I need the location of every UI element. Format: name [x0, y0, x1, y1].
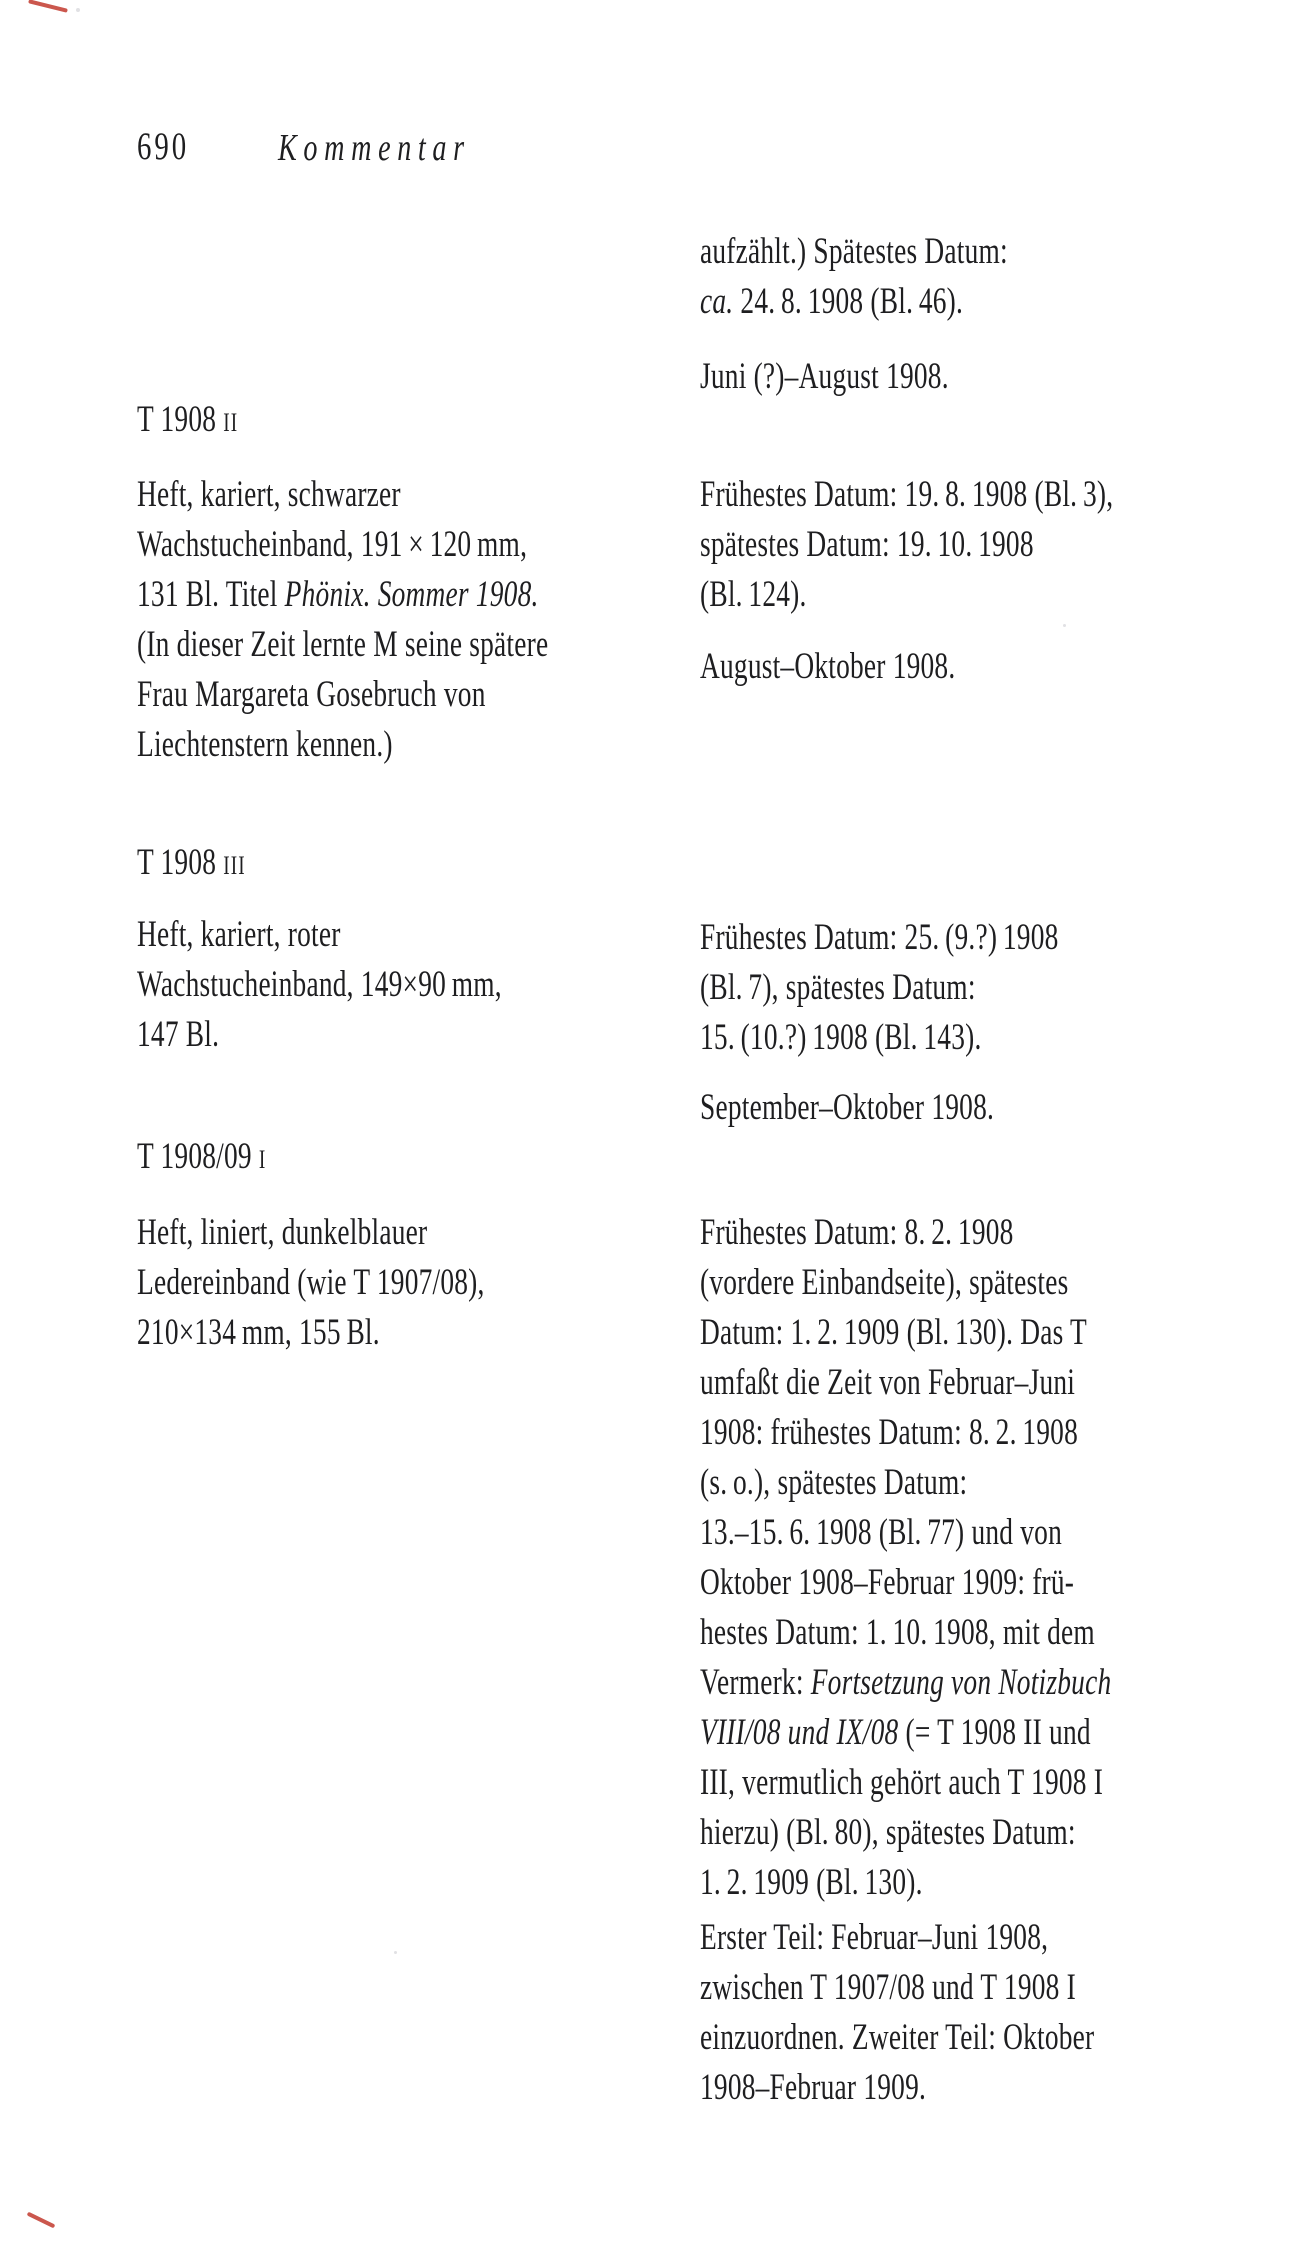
- text-line: zwischen T 1907/08 und T 1908 I: [700, 1967, 1077, 2008]
- text-line: umfaßt die Zeit von Februar–Juni: [700, 1362, 1076, 1403]
- text-line: Datum: 1. 2. 1909 (Bl. 130). Das T: [700, 1312, 1088, 1353]
- text-line: Liechtenstern kennen.): [137, 724, 393, 765]
- text-line: Erster Teil: Februar–Juni 1908,: [700, 1917, 1049, 1958]
- dating-note: [700, 470, 1113, 620]
- text-line: (Bl. 124).: [700, 574, 807, 615]
- text-line: August–Oktober 1908.: [700, 646, 956, 687]
- text-line: Heft, liniert, dunkelblauer: [137, 1212, 428, 1253]
- entry-heading-t1908-iii: [137, 838, 246, 888]
- text-line: hierzu) (Bl. 80), spätestes Datum:: [700, 1812, 1076, 1853]
- red-pen-mark-bottom-left: [27, 2212, 56, 2229]
- text-line: VIII/08 und IX/08 (= T 1908 II und: [700, 1712, 1091, 1753]
- text-line: Frühestes Datum: 25. (9.?) 1908: [700, 917, 1059, 958]
- text-line: Heft, kariert, schwarzer: [137, 474, 401, 515]
- sigle-prefix: T 1908/09: [137, 1136, 259, 1177]
- sigle-prefix: T 1908: [137, 399, 224, 440]
- text-line: Wachstucheinband, 191 × 120 mm,: [137, 524, 528, 565]
- entry-description-t1908-iii: [137, 910, 502, 1060]
- text-line: Oktober 1908–Februar 1909: frü-: [700, 1562, 1075, 1603]
- scan-speck: [1063, 624, 1066, 627]
- text-line: (s. o.), spätestes Datum:: [700, 1462, 968, 1503]
- text-line: Wachstucheinband, 149×90 mm,: [137, 964, 502, 1005]
- date-range: [700, 1083, 994, 1133]
- running-title: Kommentar: [278, 127, 471, 169]
- text-line: Frühestes Datum: 8. 2. 1908: [700, 1212, 1014, 1253]
- text-line: einzuordnen. Zweiter Teil: Oktober: [700, 2017, 1095, 2058]
- dating-note-long: [700, 1208, 1111, 1908]
- sigle-numeral: ii: [223, 399, 239, 440]
- text-line: 15. (10.?) 1908 (Bl. 143).: [700, 1017, 982, 1058]
- text-line: 1908–Februar 1909.: [700, 2067, 927, 2108]
- text-line: Juni (?)–August 1908.: [700, 356, 949, 397]
- text-line: (vordere Einbandseite), spätestes: [700, 1262, 1069, 1303]
- text-line: Vermerk: Fortsetzung von Notizbuch: [700, 1662, 1112, 1703]
- text-line: ca. 24. 8. 1908 (Bl. 46).: [700, 281, 964, 322]
- text-line: 1908: frühestes Datum: 8. 2. 1908: [700, 1412, 1078, 1453]
- text-line: III, vermutlich gehört auch T 1908 I: [700, 1762, 1104, 1803]
- text-line: 1. 2. 1909 (Bl. 130).: [700, 1862, 923, 1903]
- text-line: Frühestes Datum: 19. 8. 1908 (Bl. 3),: [700, 474, 1114, 515]
- red-pen-mark-top-left: [28, 0, 68, 13]
- text-line: 13.–15. 6. 1908 (Bl. 77) und von: [700, 1512, 1062, 1553]
- entry-heading-t1908-09-i: [137, 1132, 266, 1182]
- entry-heading-t1908-ii: [137, 395, 238, 445]
- text-line: Ledereinband (wie T 1907/08),: [137, 1262, 485, 1303]
- text-line: 147 Bl.: [137, 1014, 220, 1055]
- text-line: hestes Datum: 1. 10. 1908, mit dem: [700, 1612, 1095, 1653]
- dating-note: [700, 227, 1008, 327]
- scan-speck: [394, 1951, 397, 1954]
- sigle-numeral: i: [258, 1136, 267, 1177]
- text-line: September–Oktober 1908.: [700, 1087, 995, 1128]
- page-number: 690: [137, 125, 190, 168]
- entry-description-t1908-09-i: [137, 1208, 485, 1358]
- date-range: [700, 642, 955, 692]
- dating-note: [700, 913, 1059, 1063]
- text-line: 131 Bl. Titel Phönix. Sommer 1908.: [137, 574, 539, 615]
- text-line: Frau Margareta Gosebruch von: [137, 674, 486, 715]
- text-line: Heft, kariert, roter: [137, 914, 341, 955]
- scan-speck: [76, 8, 80, 12]
- entry-description-t1908-ii: [137, 470, 548, 770]
- ordering-note: [700, 1913, 1094, 2113]
- text-line: spätestes Datum: 19. 10. 1908: [700, 524, 1034, 565]
- text-line: 210×134 mm, 155 Bl.: [137, 1312, 380, 1353]
- text-line: aufzählt.) Spätestes Datum:: [700, 231, 1008, 272]
- text-line: (In dieser Zeit lernte M seine spätere: [137, 624, 549, 665]
- text-line: (Bl. 7), spätestes Datum:: [700, 967, 976, 1008]
- date-range: [700, 352, 949, 402]
- sigle-numeral: iii: [223, 842, 246, 883]
- sigle-prefix: T 1908: [137, 842, 224, 883]
